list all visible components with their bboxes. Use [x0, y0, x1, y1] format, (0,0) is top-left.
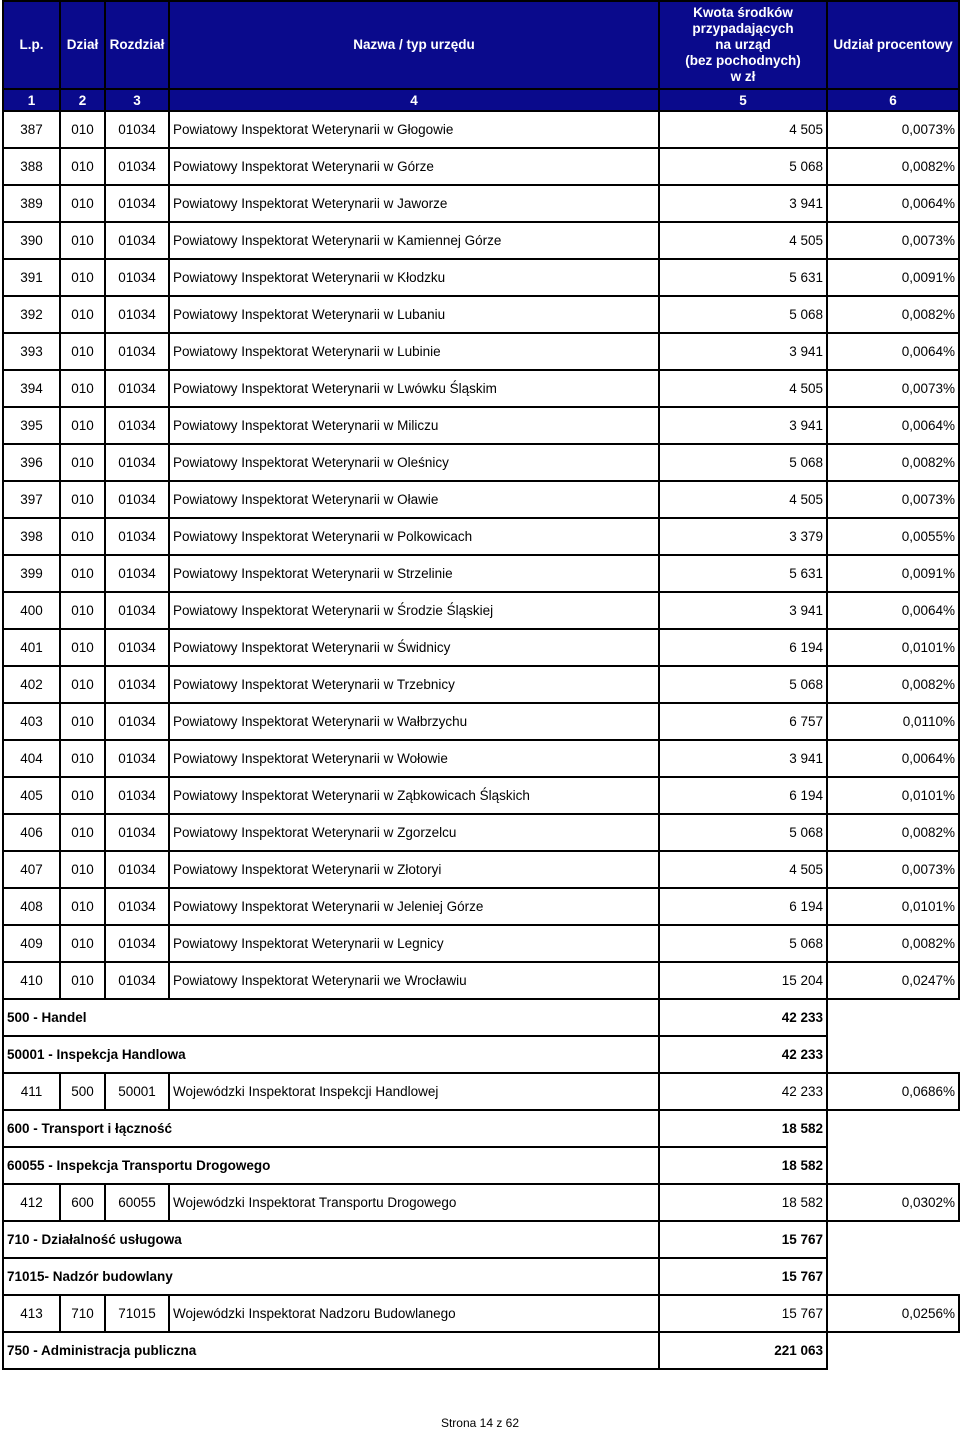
row-dzial: 010	[60, 703, 105, 740]
section-label: 500 - Handel	[3, 999, 659, 1036]
row-udzial: 0,0101%	[827, 629, 959, 666]
row-kwota: 5 068	[659, 444, 827, 481]
section-empty-cell	[827, 1036, 959, 1073]
section-row	[3, 1147, 959, 1184]
row-rozdzial: 71015	[105, 1295, 169, 1332]
row-rozdzial: 01034	[105, 851, 169, 888]
section-label: 600 - Transport i łączność	[3, 1110, 659, 1147]
row-rozdzial: 01034	[105, 481, 169, 518]
budget-table	[2, 0, 960, 1370]
row-rozdzial: 01034	[105, 925, 169, 962]
row-nazwa: Powiatowy Inspektorat Weterynarii w Górze	[169, 148, 659, 185]
row-lp: 390	[3, 222, 60, 259]
row-dzial: 010	[60, 444, 105, 481]
header-kwota-line: przypadających	[692, 21, 794, 36]
row-dzial: 010	[60, 370, 105, 407]
row-kwota: 6 194	[659, 888, 827, 925]
row-dzial: 710	[60, 1295, 105, 1332]
header-udzial: Udział procentowy	[827, 1, 959, 89]
row-udzial: 0,0055%	[827, 518, 959, 555]
row-udzial: 0,0073%	[827, 851, 959, 888]
section-row	[3, 999, 959, 1036]
header-kwota-line: w zł	[730, 69, 756, 84]
header-number: 1	[3, 89, 60, 111]
header-kwota	[659, 1, 827, 89]
table-row	[3, 962, 959, 999]
row-lp: 410	[3, 962, 60, 999]
row-dzial: 010	[60, 851, 105, 888]
header-rozdzial: Rozdział	[105, 1, 169, 89]
row-rozdzial: 01034	[105, 370, 169, 407]
row-rozdzial: 01034	[105, 148, 169, 185]
row-udzial: 0,0082%	[827, 666, 959, 703]
row-lp: 409	[3, 925, 60, 962]
row-udzial: 0,0082%	[827, 925, 959, 962]
section-kwota: 15 767	[659, 1258, 827, 1295]
row-udzial: 0,0091%	[827, 555, 959, 592]
table-row	[3, 888, 959, 925]
header-dzial: Dział	[60, 1, 105, 89]
row-nazwa: Powiatowy Inspektorat Weterynarii w Kłodzku	[169, 259, 659, 296]
row-nazwa: Wojewódzki Inspektorat Transportu Drogowego	[169, 1184, 659, 1221]
row-lp: 412	[3, 1184, 60, 1221]
table-row	[3, 555, 959, 592]
row-rozdzial: 60055	[105, 1184, 169, 1221]
table-row	[3, 296, 959, 333]
row-dzial: 010	[60, 333, 105, 370]
row-lp: 402	[3, 666, 60, 703]
row-lp: 400	[3, 592, 60, 629]
row-kwota: 6 194	[659, 629, 827, 666]
table-row	[3, 1295, 959, 1332]
page-number: Strona 14 z 62	[440, 1416, 520, 1430]
row-kwota: 5 068	[659, 814, 827, 851]
row-nazwa: Powiatowy Inspektorat Weterynarii w Środzie Śląskiej	[169, 592, 659, 629]
row-lp: 395	[3, 407, 60, 444]
row-lp: 399	[3, 555, 60, 592]
row-lp: 394	[3, 370, 60, 407]
row-nazwa: Powiatowy Inspektorat Weterynarii we Wrocławiu	[169, 962, 659, 999]
row-rozdzial: 01034	[105, 666, 169, 703]
table-body	[3, 111, 959, 1369]
row-dzial: 010	[60, 740, 105, 777]
table-row	[3, 814, 959, 851]
section-label: 50001 - Inspekcja Handlowa	[3, 1036, 659, 1073]
section-label: 60055 - Inspekcja Transportu Drogowego	[3, 1147, 659, 1184]
row-udzial: 0,0110%	[827, 703, 959, 740]
table-row	[3, 925, 959, 962]
table-row	[3, 629, 959, 666]
row-lp: 411	[3, 1073, 60, 1110]
row-kwota: 6 194	[659, 777, 827, 814]
row-rozdzial: 01034	[105, 888, 169, 925]
row-kwota: 4 505	[659, 222, 827, 259]
row-lp: 388	[3, 148, 60, 185]
section-row	[3, 1221, 959, 1258]
section-kwota: 221 063	[659, 1332, 827, 1369]
section-row	[3, 1332, 959, 1369]
table-row	[3, 851, 959, 888]
table-row	[3, 222, 959, 259]
row-kwota: 5 631	[659, 555, 827, 592]
table-row	[3, 111, 959, 148]
row-dzial: 010	[60, 777, 105, 814]
row-udzial: 0,0256%	[827, 1295, 959, 1332]
row-nazwa: Powiatowy Inspektorat Weterynarii w Jeleniej Górze	[169, 888, 659, 925]
row-dzial: 600	[60, 1184, 105, 1221]
row-kwota: 4 505	[659, 111, 827, 148]
header-kwota-line: (bez pochodnych)	[685, 53, 801, 68]
row-rozdzial: 01034	[105, 185, 169, 222]
row-kwota: 3 941	[659, 740, 827, 777]
row-nazwa: Powiatowy Inspektorat Weterynarii w Jaworze	[169, 185, 659, 222]
row-kwota: 4 505	[659, 370, 827, 407]
row-rozdzial: 01034	[105, 555, 169, 592]
row-nazwa: Powiatowy Inspektorat Weterynarii w Wałbrzychu	[169, 703, 659, 740]
row-lp: 408	[3, 888, 60, 925]
row-dzial: 010	[60, 555, 105, 592]
row-kwota: 5 068	[659, 148, 827, 185]
row-udzial: 0,0302%	[827, 1184, 959, 1221]
row-nazwa: Powiatowy Inspektorat Weterynarii w Strzelinie	[169, 555, 659, 592]
row-kwota: 6 757	[659, 703, 827, 740]
section-row	[3, 1258, 959, 1295]
header-lp: L.p.	[3, 1, 60, 89]
row-udzial: 0,0082%	[827, 148, 959, 185]
row-lp: 391	[3, 259, 60, 296]
section-empty-cell	[827, 1221, 959, 1258]
header-number: 3	[105, 89, 169, 111]
row-lp: 392	[3, 296, 60, 333]
row-rozdzial: 01034	[105, 111, 169, 148]
table-row	[3, 1184, 959, 1221]
row-nazwa: Powiatowy Inspektorat Weterynarii w Lubaniu	[169, 296, 659, 333]
row-kwota: 4 505	[659, 481, 827, 518]
row-udzial: 0,0082%	[827, 296, 959, 333]
row-nazwa: Powiatowy Inspektorat Weterynarii w Oleśnicy	[169, 444, 659, 481]
row-kwota: 3 941	[659, 185, 827, 222]
table-row	[3, 481, 959, 518]
row-kwota: 18 582	[659, 1184, 827, 1221]
row-udzial: 0,0082%	[827, 814, 959, 851]
section-label: 710 - Działalność usługowa	[3, 1221, 659, 1258]
row-udzial: 0,0247%	[827, 962, 959, 999]
row-lp: 389	[3, 185, 60, 222]
row-rozdzial: 01034	[105, 444, 169, 481]
row-udzial: 0,0073%	[827, 481, 959, 518]
row-udzial: 0,0091%	[827, 259, 959, 296]
table-row	[3, 333, 959, 370]
row-kwota: 5 068	[659, 666, 827, 703]
row-dzial: 010	[60, 148, 105, 185]
row-udzial: 0,0073%	[827, 222, 959, 259]
section-empty-cell	[827, 1258, 959, 1295]
row-lp: 413	[3, 1295, 60, 1332]
row-rozdzial: 01034	[105, 592, 169, 629]
row-udzial: 0,0064%	[827, 740, 959, 777]
header-numbers-row	[3, 89, 959, 111]
table-row	[3, 407, 959, 444]
table-row	[3, 740, 959, 777]
row-udzial: 0,0082%	[827, 444, 959, 481]
row-udzial: 0,0064%	[827, 592, 959, 629]
row-dzial: 010	[60, 222, 105, 259]
row-nazwa: Powiatowy Inspektorat Weterynarii w Wołowie	[169, 740, 659, 777]
row-dzial: 010	[60, 259, 105, 296]
section-row	[3, 1036, 959, 1073]
row-rozdzial: 01034	[105, 333, 169, 370]
row-kwota: 3 941	[659, 333, 827, 370]
row-nazwa: Powiatowy Inspektorat Weterynarii w Głogowie	[169, 111, 659, 148]
row-nazwa: Powiatowy Inspektorat Weterynarii w Miliczu	[169, 407, 659, 444]
row-nazwa: Powiatowy Inspektorat Weterynarii w Złotoryi	[169, 851, 659, 888]
row-lp: 393	[3, 333, 60, 370]
row-rozdzial: 01034	[105, 222, 169, 259]
table-row	[3, 1073, 959, 1110]
row-udzial: 0,0064%	[827, 185, 959, 222]
table-row	[3, 370, 959, 407]
row-dzial: 010	[60, 518, 105, 555]
section-kwota: 42 233	[659, 999, 827, 1036]
row-nazwa: Powiatowy Inspektorat Weterynarii w Legnicy	[169, 925, 659, 962]
row-nazwa: Powiatowy Inspektorat Weterynarii w Oławie	[169, 481, 659, 518]
header-number: 5	[659, 89, 827, 111]
row-lp: 397	[3, 481, 60, 518]
row-dzial: 010	[60, 592, 105, 629]
row-udzial: 0,0064%	[827, 407, 959, 444]
section-kwota: 18 582	[659, 1147, 827, 1184]
header-number: 6	[827, 89, 959, 111]
row-lp: 407	[3, 851, 60, 888]
header-row	[3, 1, 959, 89]
table-row	[3, 185, 959, 222]
row-rozdzial: 01034	[105, 740, 169, 777]
row-dzial: 010	[60, 481, 105, 518]
row-lp: 406	[3, 814, 60, 851]
row-dzial: 010	[60, 925, 105, 962]
row-udzial: 0,0073%	[827, 370, 959, 407]
row-nazwa: Powiatowy Inspektorat Weterynarii w Kamiennej Górze	[169, 222, 659, 259]
row-nazwa: Powiatowy Inspektorat Weterynarii w Ząbkowicach Śląskich	[169, 777, 659, 814]
table-row	[3, 703, 959, 740]
table-row	[3, 444, 959, 481]
row-rozdzial: 01034	[105, 962, 169, 999]
row-rozdzial: 01034	[105, 703, 169, 740]
row-kwota: 3 941	[659, 407, 827, 444]
header-kwota-line: na urząd	[715, 37, 771, 52]
row-rozdzial: 01034	[105, 296, 169, 333]
table-row	[3, 777, 959, 814]
row-dzial: 010	[60, 296, 105, 333]
row-kwota: 15 767	[659, 1295, 827, 1332]
row-kwota: 3 941	[659, 592, 827, 629]
row-rozdzial: 01034	[105, 814, 169, 851]
table-row	[3, 148, 959, 185]
row-rozdzial: 01034	[105, 518, 169, 555]
row-udzial: 0,0101%	[827, 888, 959, 925]
row-lp: 405	[3, 777, 60, 814]
row-kwota: 5 068	[659, 296, 827, 333]
row-nazwa: Powiatowy Inspektorat Weterynarii w Zgorzelcu	[169, 814, 659, 851]
row-kwota: 5 068	[659, 925, 827, 962]
section-empty-cell	[827, 1147, 959, 1184]
row-lp: 403	[3, 703, 60, 740]
header-nazwa: Nazwa / typ urzędu	[169, 1, 659, 89]
section-label: 71015- Nadzór budowlany	[3, 1258, 659, 1295]
row-nazwa: Wojewódzki Inspektorat Inspekcji Handlowej	[169, 1073, 659, 1110]
row-dzial: 010	[60, 185, 105, 222]
row-rozdzial: 50001	[105, 1073, 169, 1110]
row-lp: 404	[3, 740, 60, 777]
row-kwota: 42 233	[659, 1073, 827, 1110]
section-label: 750 - Administracja publiczna	[3, 1332, 659, 1369]
section-kwota: 15 767	[659, 1221, 827, 1258]
row-nazwa: Powiatowy Inspektorat Weterynarii w Trzebnicy	[169, 666, 659, 703]
row-rozdzial: 01034	[105, 629, 169, 666]
row-kwota: 3 379	[659, 518, 827, 555]
row-dzial: 010	[60, 407, 105, 444]
row-nazwa: Powiatowy Inspektorat Weterynarii w Polkowicach	[169, 518, 659, 555]
row-dzial: 010	[60, 111, 105, 148]
row-nazwa: Wojewódzki Inspektorat Nadzoru Budowlanego	[169, 1295, 659, 1332]
row-dzial: 500	[60, 1073, 105, 1110]
table-row	[3, 666, 959, 703]
header-number: 4	[169, 89, 659, 111]
row-dzial: 010	[60, 629, 105, 666]
row-udzial: 0,0101%	[827, 777, 959, 814]
row-lp: 401	[3, 629, 60, 666]
row-udzial: 0,0686%	[827, 1073, 959, 1110]
row-dzial: 010	[60, 814, 105, 851]
section-kwota: 18 582	[659, 1110, 827, 1147]
row-nazwa: Powiatowy Inspektorat Weterynarii w Lwówku Śląskim	[169, 370, 659, 407]
section-empty-cell	[827, 1332, 959, 1369]
section-empty-cell	[827, 1110, 959, 1147]
section-row	[3, 1110, 959, 1147]
header-number: 2	[60, 89, 105, 111]
table-row	[3, 592, 959, 629]
row-kwota: 5 631	[659, 259, 827, 296]
row-rozdzial: 01034	[105, 259, 169, 296]
row-kwota: 4 505	[659, 851, 827, 888]
row-rozdzial: 01034	[105, 407, 169, 444]
section-empty-cell	[827, 999, 959, 1036]
row-kwota: 15 204	[659, 962, 827, 999]
section-kwota: 42 233	[659, 1036, 827, 1073]
row-nazwa: Powiatowy Inspektorat Weterynarii w Lubinie	[169, 333, 659, 370]
header-kwota-line: Kwota środków	[693, 5, 793, 20]
table-row	[3, 259, 959, 296]
row-lp: 396	[3, 444, 60, 481]
row-dzial: 010	[60, 666, 105, 703]
row-dzial: 010	[60, 962, 105, 999]
table-row	[3, 518, 959, 555]
row-dzial: 010	[60, 888, 105, 925]
row-udzial: 0,0064%	[827, 333, 959, 370]
row-nazwa: Powiatowy Inspektorat Weterynarii w Świdnicy	[169, 629, 659, 666]
row-lp: 387	[3, 111, 60, 148]
row-rozdzial: 01034	[105, 777, 169, 814]
row-udzial: 0,0073%	[827, 111, 959, 148]
row-lp: 398	[3, 518, 60, 555]
